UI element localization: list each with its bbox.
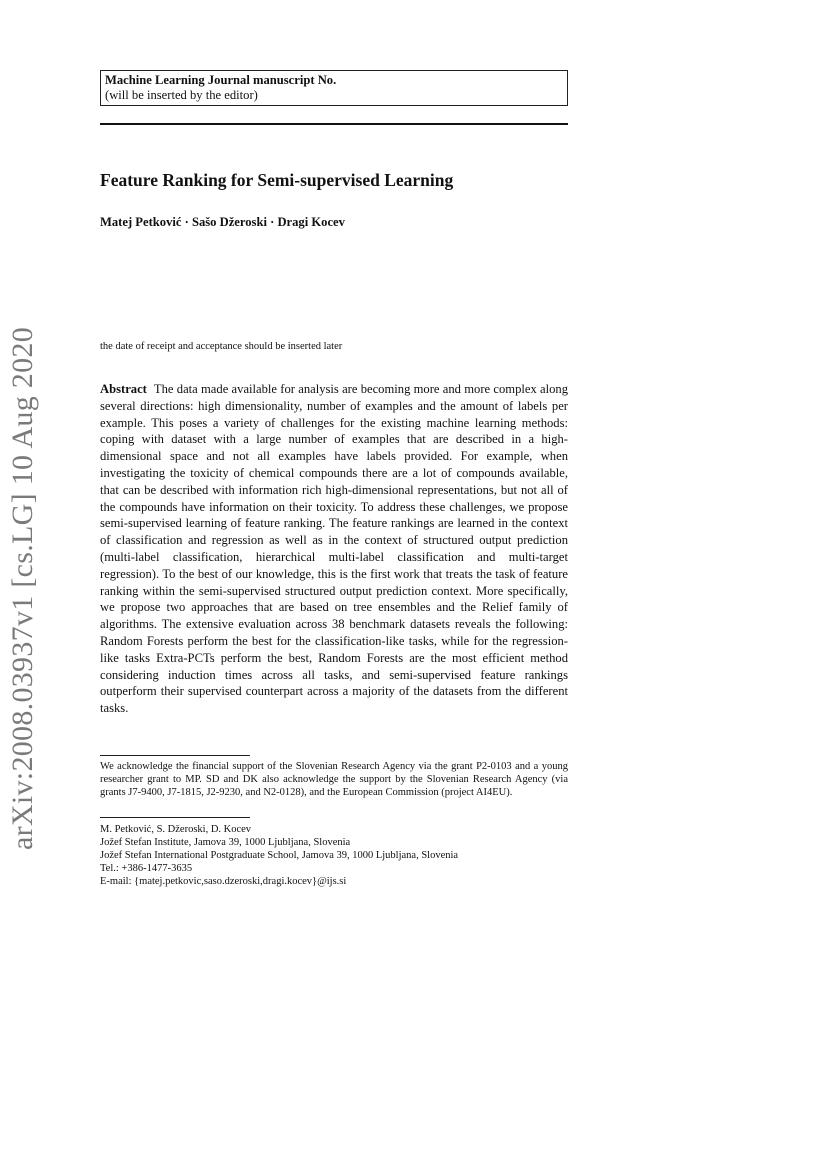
receipt-dates-note: the date of receipt and acceptance should be inserted later xyxy=(100,341,343,352)
address-school: Jožef Stefan International Postgraduate School, Jamova 39, 1000 Ljubljana, Slovenia xyxy=(100,850,459,861)
author-address-block xyxy=(100,823,568,888)
manuscript-box xyxy=(100,70,568,106)
manuscript-label: Machine Learning Journal manuscript No. xyxy=(105,73,337,87)
address-names: M. Petković, S. Džeroski, D. Kocev xyxy=(100,824,252,835)
footnote-rule xyxy=(100,755,250,756)
header-rule xyxy=(100,123,568,125)
abstract-heading: Abstract xyxy=(100,382,147,396)
abstract-paragraph xyxy=(100,381,568,717)
arxiv-sidebar-stamp: arXiv:2008.03937v1 [cs.LG] 10 Aug 2020 xyxy=(6,326,39,850)
address-phone: Tel.: +386-1477-3635 xyxy=(100,863,193,874)
author-list: Matej Petković · Sašo Džeroski · Dragi Kocev xyxy=(100,215,345,229)
paper-title: Feature Ranking for Semi-supervised Learning xyxy=(100,170,454,190)
abstract-text: The data made available for analysis are becoming more and more complex along several directions: high dimensionality, number of examples and the amount of labels per example. This poses a variety of challenges for the existing machine learning methods: coping with dataset with a large number of examples that are described in a high-dimensional space and not all examples have labels provided. For example, when investigating the toxicity of chemical compounds there are a lot of compounds available, that can be described with information rich high-dimensional representations, but not all of the compounds have information on their toxicity. To address these challenges, we propose semi-supervised learning of feature ranking. The feature rankings are learned in the context of classification and regression as well as in the context of structured output prediction (multi-label classification, hierarchical multi-label classification and multi-target regression). To the best of our knowledge, this is the first work that treats the task of feature ranking within the semi-supervised structured output prediction context. More specifically, we propose two approaches that are based on tree ensembles and the Relief family of algorithms. The extensive evaluation across 38 benchmark datasets reveals the following: Random Forests perform the best for the classification-like tasks, while for the regression-like tasks Extra-PCTs perform the best, Random Forests are the most efficient method considering induction times across all tasks, and semi-supervised feature rankings outperform their supervised counterpart across a majority of the datasets from the different tasks. xyxy=(100,382,568,716)
address-institute: Jožef Stefan Institute, Jamova 39, 1000 Ljubljana, Slovenia xyxy=(100,837,351,848)
address-email: E-mail: {matej.petkovic,saso.dzeroski,dragi.kocev}@ijs.si xyxy=(100,876,347,887)
editor-note: (will be inserted by the editor) xyxy=(105,88,258,102)
acknowledgement-footnote: We acknowledge the financial support of the Slovenian Research Agency via the grant P2-0103 and a young researcher grant to MP. SD and DK also acknowledge the support by the Slovenian Research Agency (via grants J7-9400, J7-1815, J2-9230, and N2-0128), and the European Commission (project AI4EU). xyxy=(100,761,568,798)
address-rule xyxy=(100,817,250,818)
